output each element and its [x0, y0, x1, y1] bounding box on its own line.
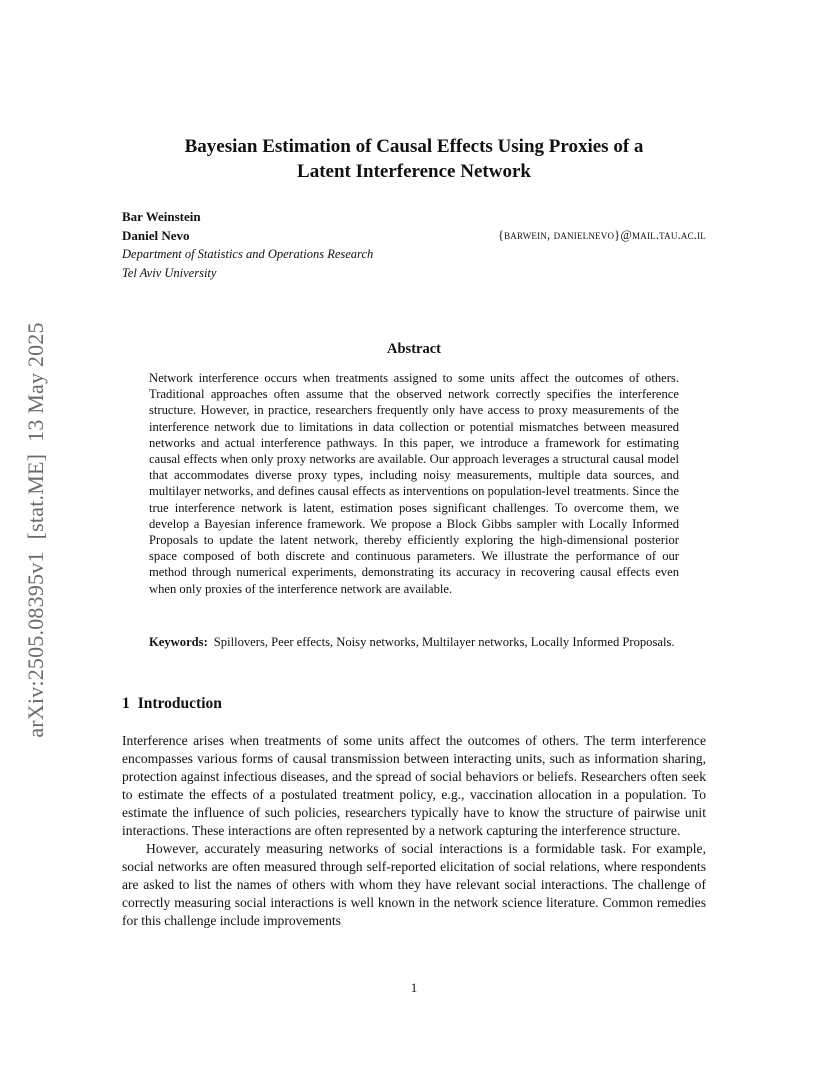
intro-paragraph-1: Interference arises when treatments of some units affect the outcomes of others. The term interference encompasses various forms of causal transmission between interacting units, such as information sharing, protection against infectious diseases, and the spread of social behaviors or beliefs. Researchers often seek to estimate the effects of a postulated treatment policy, e.g., vaccination allocation in a population. To estimate the influence of such policies, researchers typically have to know the structure of pairwise unit interactions. These interactions are often represented by a network capturing the interference structure.	[122, 733, 706, 838]
author-university: Tel Aviv University	[122, 266, 217, 280]
keywords-text: Spillovers, Peer effects, Noisy networks, Multilayer networks, Locally Informed Proposals.	[213, 635, 675, 649]
author-name-1: Bar Weinstein	[122, 209, 201, 224]
abstract-heading: Abstract	[387, 341, 441, 357]
author-email: {barwein, danielnevo}@mail.tau.ac.il	[497, 228, 706, 242]
author-name-2: Daniel Nevo	[122, 228, 190, 243]
section-number: 1	[122, 695, 130, 712]
page-number: 1	[410, 980, 418, 995]
author-block	[122, 207, 706, 283]
section-title: Introduction	[137, 695, 222, 712]
paper-title-line-1: Bayesian Estimation of Causal Effects Using Proxies of a	[184, 136, 644, 157]
arxiv-sidebar-stamp	[23, 322, 49, 737]
paper-title	[122, 134, 706, 184]
abstract-text: Network interference occurs when treatments assigned to some units affect the outcomes of others. Traditional approaches often assume that the observed network correctly specifies the interference structure. However, in practice, researchers frequently only have access to proxy measurements of the interference network due to limitations in data collection or potential mismatches between measured networks and actual interference pathways. In this paper, we introduce a framework for estimating causal effects when only proxy networks are available. Our approach leverages a structural causal model that accommodates diverse proxy types, including noisy measurements, multiple data sources, and multilayer networks, and defines causal effects as interventions on population-level treatments. Since the true interference network is latent, estimation poses significant challenges. To overcome them, we develop a Bayesian inference framework. We propose a Block Gibbs sampler with Locally Informed Proposals to update the latent network, thereby efficiently exploring the high-dimensional posterior space composed of both discrete and continuous parameters. We illustrate the performance of our method through numerical experiments, demonstrating its accuracy in recovering causal effects even when only proxies of the interference network are available.	[149, 371, 679, 596]
intro-paragraph-2: However, accurately measuring networks of social interactions is a formidable task. For example, social networks are often measured through self-reported elicitation of social relations, where respondents are asked to list the names of others with whom they have relevant social interactions. The challenge of correctly measuring social interactions is well known in the network science literature. Common remedies for this challenge include improvements	[122, 841, 706, 928]
keywords-label: Keywords:	[149, 635, 208, 649]
arxiv-category: [stat.ME]	[23, 453, 48, 540]
arxiv-id: arXiv:2505.08395v1	[23, 551, 48, 738]
paper-title-line-2: Latent Interference Network	[297, 161, 531, 182]
introduction-body	[122, 732, 706, 930]
keywords	[149, 634, 679, 650]
author-department: Department of Statistics and Operations Research	[122, 247, 374, 261]
arxiv-date: 13 May 2025	[23, 322, 48, 442]
section-heading-introduction	[122, 695, 222, 713]
